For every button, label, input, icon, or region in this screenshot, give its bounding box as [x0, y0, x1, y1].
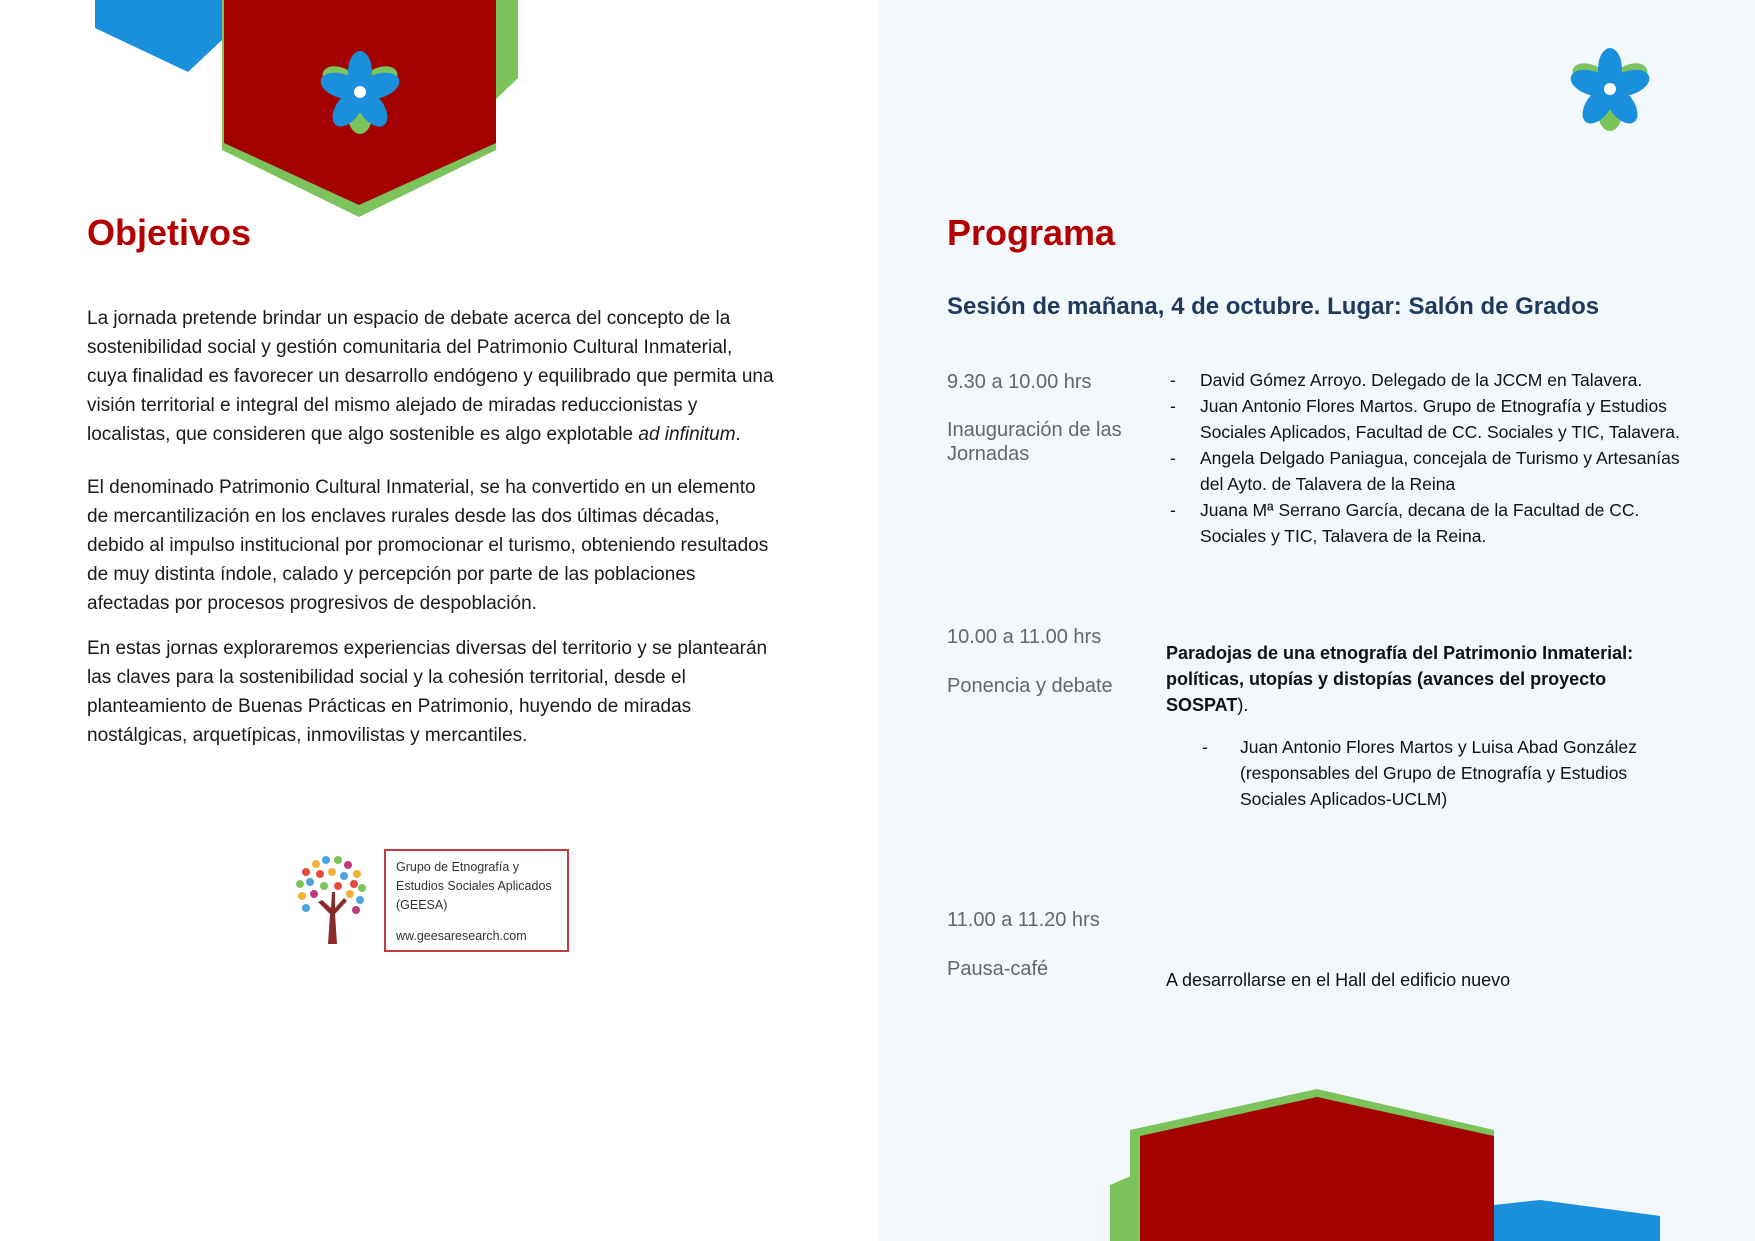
- list-item: - Angela Delgado Paniagua, concejala de Turismo y Artesanías del Ayto. de Talavera de la Reina: [1170, 448, 1680, 494]
- list-item: - David Gómez Arroyo. Delegado de la JCCM en Talavera.: [1170, 370, 1643, 390]
- programa-heading: Programa: [947, 212, 1116, 253]
- slot-label: Ponencia y debate: [947, 675, 1113, 697]
- objectives-paragraph-3: En estas jornas exploraremos experiencias diversas del territorio y se plantearán las claves para la sostenibilidad social y la cohesión territorial, desde el planteamiento de Buenas Prácticas en Patrimonio, huyendo de miradas nostálgicas, arquetípicas, inmovilistas y mercantiles.: [87, 638, 768, 746]
- tree-logo-icon: [292, 852, 370, 944]
- break-note: A desarrollarse en el Hall del edificio nuevo: [1166, 970, 1511, 990]
- time-slot: 9.30 a 10.00 hrs: [947, 371, 1092, 393]
- blue-bottom-shape: [1494, 1200, 1660, 1241]
- logo-text-line: Grupo de Etnografía y: [396, 860, 519, 874]
- session-title: Sesión de mañana, 4 de octubre. Lugar: Salón de Grados: [947, 293, 1600, 320]
- logo-text-line: (GEESA): [396, 898, 448, 912]
- right-page: [878, 0, 1755, 1241]
- speakers-list: [1170, 367, 1680, 549]
- blue-shape: [95, 0, 222, 72]
- logo-url: ww.geesaresearch.com: [396, 929, 527, 943]
- list-item: - Juan Antonio Flores Martos y Luisa Abad González (responsables del Grupo de Etnografía y Estudios Sociales Aplicados-UCLM): [1202, 737, 1637, 809]
- logo-text-line: Estudios Sociales Aplicados: [396, 879, 552, 893]
- time-slot: 11.00 a 11.20 hrs: [947, 909, 1100, 931]
- list-item: - Juana Mª Serrano García, decana de la Facultad de CC. Sociales y TIC, Talavera de la Reina.: [1170, 500, 1640, 546]
- top-banner-decoration: [0, 0, 878, 230]
- geesa-logo-box: [384, 849, 569, 952]
- list-item: - Juan Antonio Flores Martos. Grupo de Etnografía y Estudios Sociales Aplicados, Facultad de CC. Sociales y TIC, Talavera.: [1170, 396, 1680, 442]
- bottom-banner-decoration: [1100, 1080, 1660, 1241]
- slot-label: Pausa-café: [947, 958, 1049, 980]
- objectives-paragraph-2: El denominado Patrimonio Cultural Inmaterial, se ha convertido en un elemento de mercantilización en los enclaves rurales desde las dos últimas décadas, debido al impulso institucional por promocionar el turismo, obteniendo resultados de muy distinta índole, calado y percepción por parte de las poblaciones afectadas por procesos progresivos de despoblación.: [87, 477, 769, 614]
- objectives-paragraph-1: La jornada pretende brindar un espacio de debate acerca del concepto de la sostenibilidad social y gestión comunitaria del Patrimonio Cultural Inmaterial, cuya finalidad es favorecer un desarrollo endógeno y equilibrado que permita una visión territorial e integral del mismo alejado de miradas reduccionistas y localistas, que consideren que algo sostenible es algo explotable ad infinitum.: [87, 308, 774, 445]
- talk-title: Paradojas de una etnografía del Patrimonio Inmaterial: políticas, utopías y distopías (avances del proyecto SOSPAT).: [1166, 643, 1634, 715]
- objectives-heading: Objetivos: [87, 212, 252, 253]
- flower-icon: [1560, 45, 1660, 133]
- time-slot: 10.00 a 11.00 hrs: [947, 626, 1102, 648]
- flower-icon: [310, 48, 410, 136]
- speakers-list: [1202, 734, 1662, 812]
- slot-label: Inauguración de las Jornadas: [947, 419, 1122, 465]
